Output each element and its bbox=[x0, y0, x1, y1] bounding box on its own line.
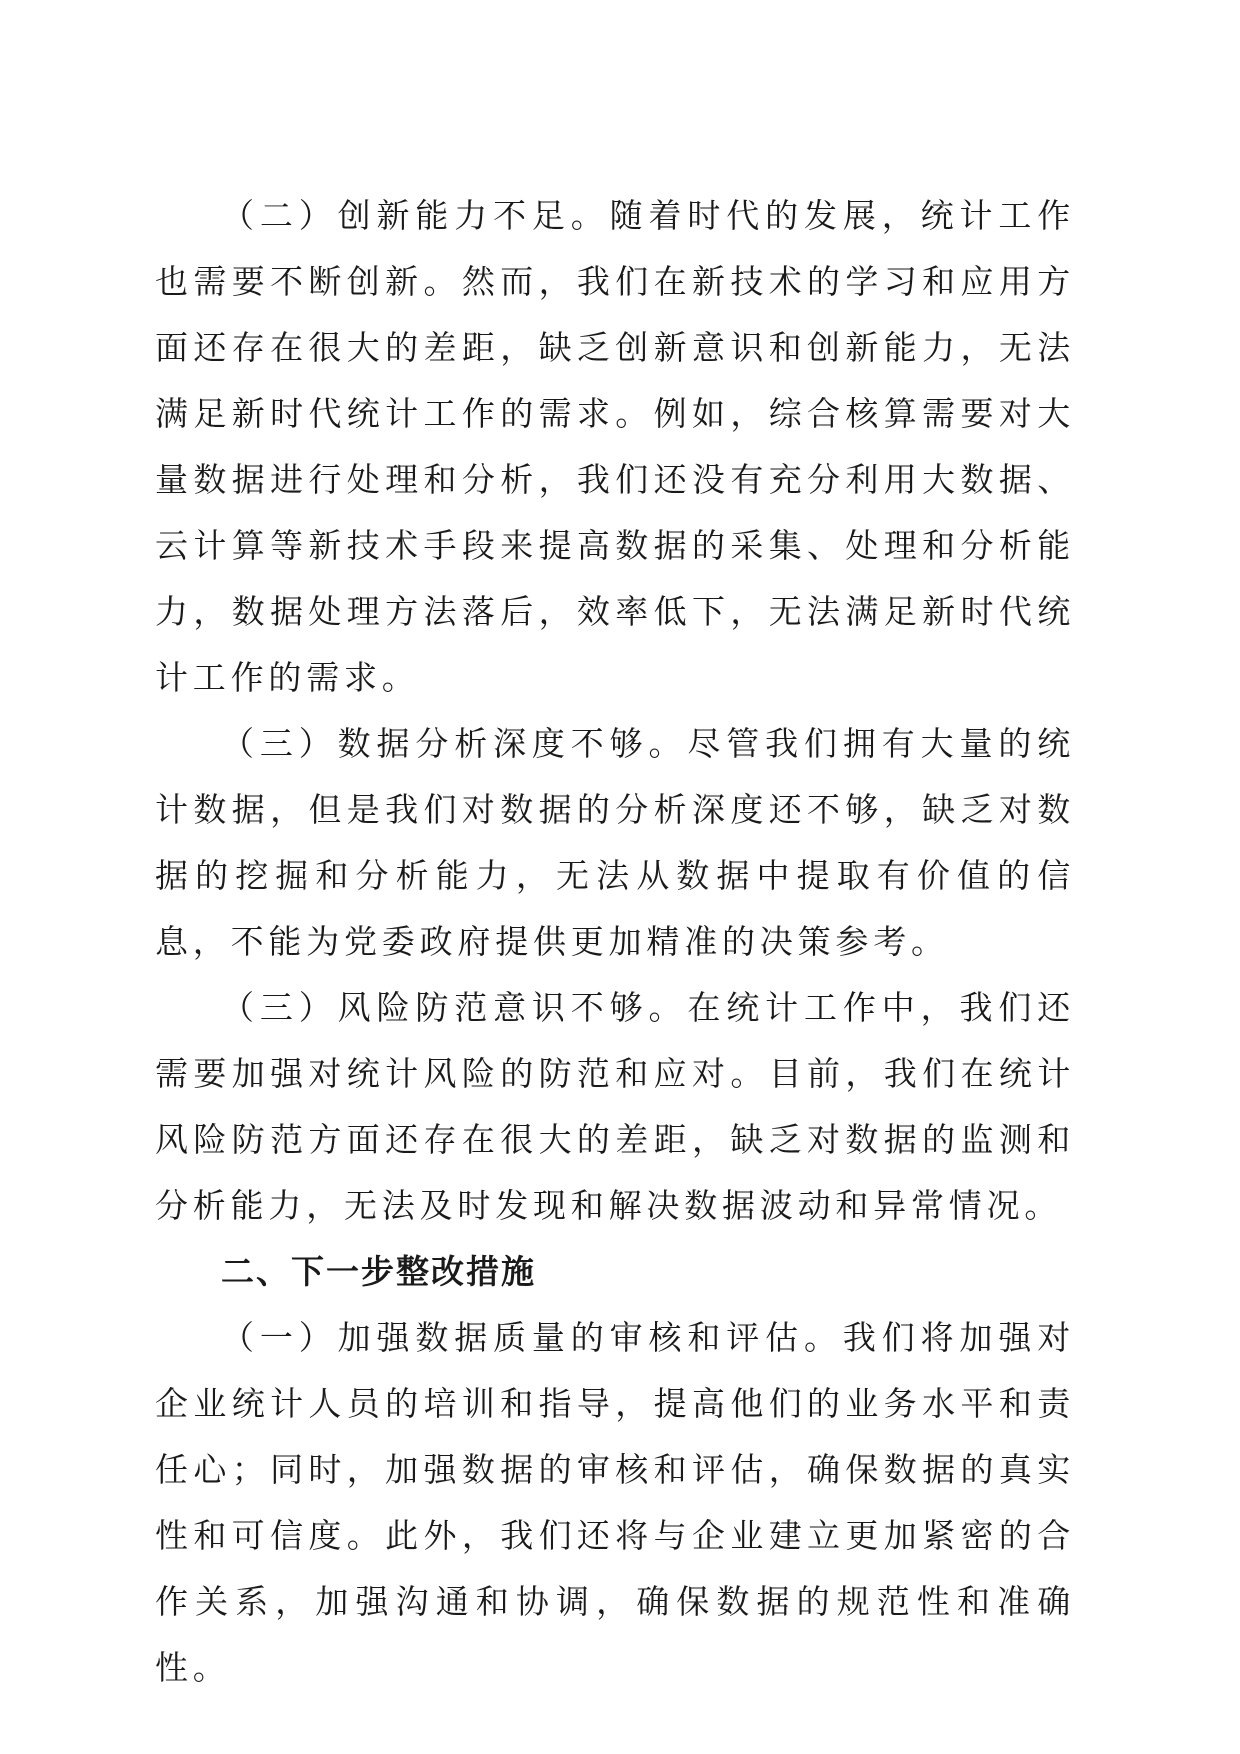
paragraph-data-analysis-depth: （三）数据分析深度不够。尽管我们拥有大量的统计数据，但是我们对数据的分析深度还不够，缺乏对数据的挖掘和分析能力，无法从数据中提取有价值的信息，不能为党委政府提供更加精准的决策参考。 bbox=[155, 724, 1075, 961]
paragraph-risk-prevention: （三）风险防范意识不够。在统计工作中，我们还需要加强对统计风险的防范和应对。目前，我们在统计风险防范方面还存在很大的差距，缺乏对数据的监测和分析能力，无法及时发现和解决数据波动和异常情况。 bbox=[155, 988, 1075, 1225]
paragraph-innovation-capability: （二）创新能力不足。随着时代的发展，统计工作也需要不断创新。然而，我们在新技术的学习和应用方面还存在很大的差距，缺乏创新意识和创新能力，无法满足新时代统计工作的需求。例如，综合核算需要对大量数据进行处理和分析，我们还没有充分利用大数据、云计算等新技术手段来提高数据的采集、处理和分析能力，数据处理方法落后，效率低下，无法满足新时代统计工作的需求。 bbox=[155, 196, 1075, 697]
paragraph-data-quality-review: （一）加强数据质量的审核和评估。我们将加强对企业统计人员的培训和指导，提高他们的业务水平和责任心；同时，加强数据的审核和评估，确保数据的真实性和可信度。此外，我们还将与企业建立更加紧密的合作关系，加强沟通和协调，确保数据的规范性和准确性。 bbox=[155, 1318, 1075, 1687]
section-heading-next-steps: 二、下一步整改措施 bbox=[221, 1252, 536, 1291]
document-body bbox=[155, 183, 1075, 1701]
